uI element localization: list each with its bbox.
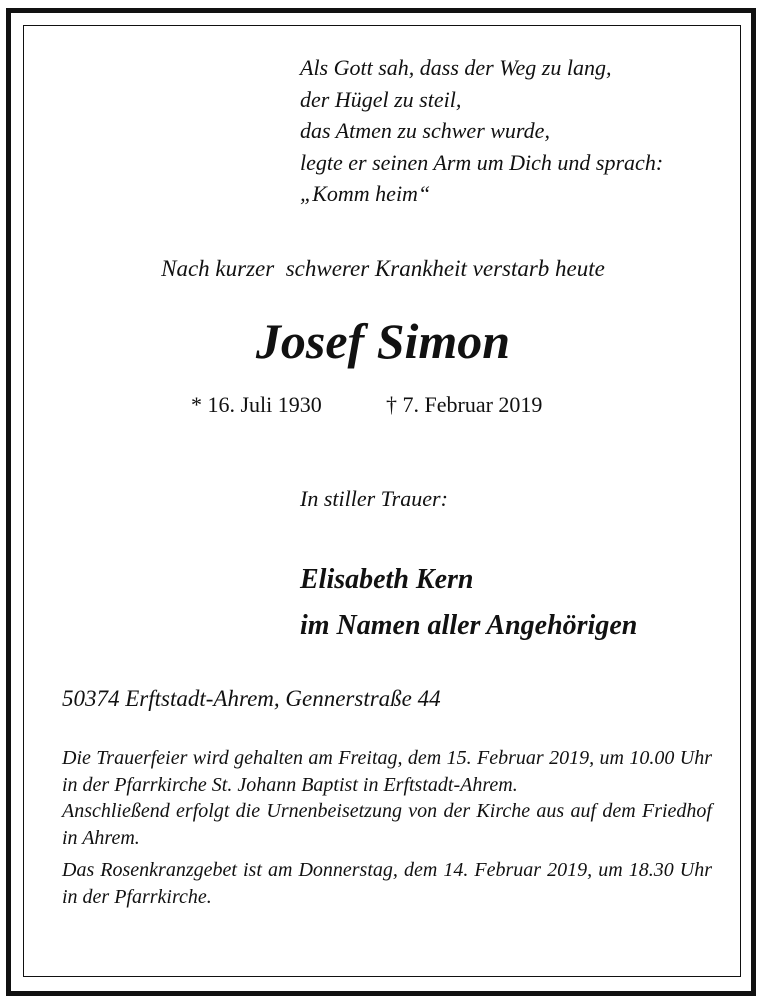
mourner-name: Elisabeth Kern — [300, 564, 474, 595]
burial-text: Anschließend erfolgt die Urnenbeisetzung von der Kirche aus auf dem Friedhof in Ahrem. — [62, 800, 712, 849]
death-date: † 7. Februar 2019 — [386, 392, 543, 417]
deceased-name: Josef Simon — [255, 313, 511, 369]
mourning-heading: In stiller Trauer: — [300, 486, 448, 511]
mourner-block — [300, 557, 637, 649]
mourner-subtitle: im Namen aller Angehörigen — [300, 610, 638, 641]
rosary-text: Das Rosenkranzgebet ist am Donnerstag, dem 14. Februar 2019, um 18.30 Uhr in der Pfarrkirche. — [62, 859, 712, 908]
poem-line: der Hügel zu steil, — [300, 86, 462, 112]
poem — [300, 52, 663, 210]
poem-line: legte er seinen Arm um Dich und sprach: — [300, 149, 664, 175]
address: 50374 Erftstadt-Ahrem, Gennerstraße 44 — [62, 686, 441, 711]
death-intro: Nach kurzer schwerer Krankheit verstarb heute — [161, 256, 605, 281]
poem-line: Als Gott sah, dass der Weg zu lang, — [300, 55, 612, 80]
poem-line: „Komm heim“ — [300, 181, 431, 206]
funeral-service-text: Die Trauerfeier wird gehalten am Freitag, dem 15. Februar 2019, um 10.00 Uhr in der Pfarrkirche St. Johann Baptist in Erftstadt-Ahrem. — [62, 747, 712, 796]
funeral-details — [62, 745, 712, 910]
birth-date: * 16. Juli 1930 — [191, 392, 322, 417]
poem-line: das Atmen zu schwer wurde, — [300, 118, 550, 143]
